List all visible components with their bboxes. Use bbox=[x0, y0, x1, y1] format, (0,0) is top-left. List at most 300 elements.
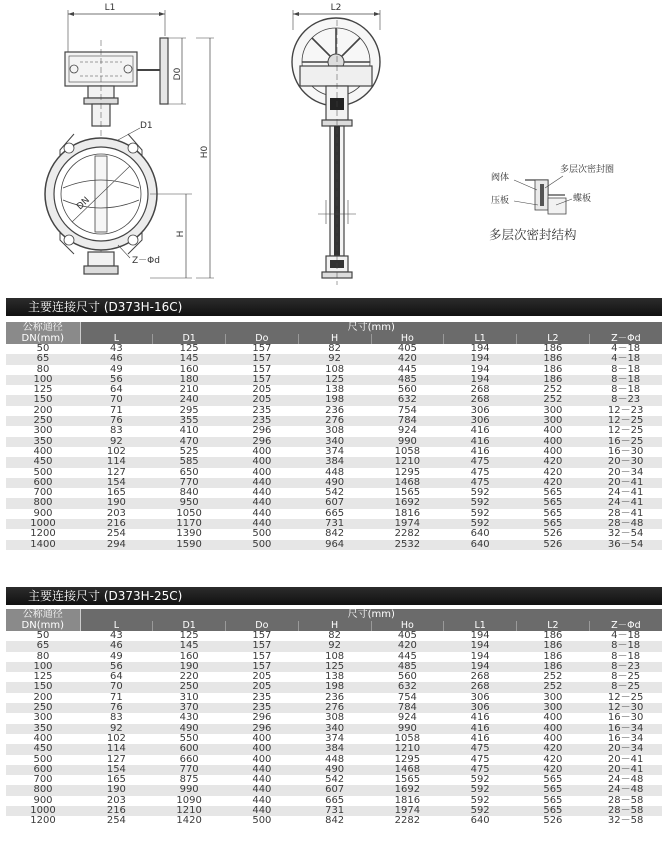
value-cell: 306 bbox=[444, 693, 517, 703]
value-cell: 306 bbox=[444, 406, 517, 416]
dn-cell: 300 bbox=[6, 426, 80, 436]
table-row bbox=[6, 785, 662, 795]
value-cell: 28－48 bbox=[589, 519, 662, 529]
value-cell: 405 bbox=[371, 344, 444, 354]
value-cell: 236 bbox=[298, 406, 371, 416]
value-cell: 400 bbox=[226, 457, 299, 467]
dn-cell: 250 bbox=[6, 416, 80, 426]
value-cell: 542 bbox=[298, 488, 371, 498]
value-cell: 16－34 bbox=[589, 724, 662, 734]
value-cell: 470 bbox=[153, 437, 226, 447]
value-cell: 8－18 bbox=[589, 385, 662, 395]
column-header: Do bbox=[226, 334, 299, 344]
value-cell: 198 bbox=[298, 395, 371, 405]
dn-cell: 900 bbox=[6, 796, 80, 806]
value-cell: 12－23 bbox=[589, 406, 662, 416]
value-cell: 43 bbox=[80, 344, 153, 354]
value-cell: 8－18 bbox=[589, 652, 662, 662]
dn-cell: 450 bbox=[6, 457, 80, 467]
column-header: L2 bbox=[517, 621, 590, 631]
value-cell: 276 bbox=[298, 703, 371, 713]
column-header: L1 bbox=[444, 621, 517, 631]
value-cell: 194 bbox=[444, 652, 517, 662]
value-cell: 1468 bbox=[371, 478, 444, 488]
table-row bbox=[6, 775, 662, 785]
value-cell: 400 bbox=[226, 447, 299, 457]
value-cell: 1692 bbox=[371, 785, 444, 795]
table-row bbox=[6, 509, 662, 519]
value-cell: 384 bbox=[298, 457, 371, 467]
value-cell: 526 bbox=[517, 540, 590, 550]
value-cell: 186 bbox=[517, 365, 590, 375]
value-cell: 276 bbox=[298, 416, 371, 426]
value-cell: 840 bbox=[153, 488, 226, 498]
value-cell: 4－18 bbox=[589, 631, 662, 641]
value-cell: 592 bbox=[444, 488, 517, 498]
value-cell: 731 bbox=[298, 806, 371, 816]
value-cell: 205 bbox=[226, 672, 299, 682]
value-cell: 186 bbox=[517, 375, 590, 385]
table-row bbox=[6, 375, 662, 385]
label-dn: DN bbox=[75, 195, 92, 213]
dn-cell: 100 bbox=[6, 662, 80, 672]
value-cell: 607 bbox=[298, 498, 371, 508]
value-cell: 665 bbox=[298, 509, 371, 519]
table-row bbox=[6, 478, 662, 488]
value-cell: 440 bbox=[226, 498, 299, 508]
value-cell: 420 bbox=[517, 765, 590, 775]
value-cell: 440 bbox=[226, 775, 299, 785]
value-cell: 416 bbox=[444, 724, 517, 734]
value-cell: 157 bbox=[226, 662, 299, 672]
dn-cell: 700 bbox=[6, 775, 80, 785]
value-cell: 32－54 bbox=[589, 529, 662, 539]
value-cell: 24－48 bbox=[589, 775, 662, 785]
value-cell: 294 bbox=[80, 540, 153, 550]
value-cell: 8－18 bbox=[589, 641, 662, 651]
value-cell: 526 bbox=[517, 816, 590, 826]
value-cell: 254 bbox=[80, 816, 153, 826]
value-cell: 430 bbox=[153, 713, 226, 723]
table-row bbox=[6, 713, 662, 723]
value-cell: 8－18 bbox=[589, 375, 662, 385]
value-cell: 1058 bbox=[371, 734, 444, 744]
value-cell: 157 bbox=[226, 375, 299, 385]
value-cell: 448 bbox=[298, 468, 371, 478]
value-cell: 154 bbox=[80, 765, 153, 775]
value-cell: 8－25 bbox=[589, 672, 662, 682]
value-cell: 370 bbox=[153, 703, 226, 713]
value-cell: 585 bbox=[153, 457, 226, 467]
value-cell: 198 bbox=[298, 682, 371, 692]
value-cell: 296 bbox=[226, 724, 299, 734]
value-cell: 607 bbox=[298, 785, 371, 795]
value-cell: 592 bbox=[444, 519, 517, 529]
table-body bbox=[6, 344, 662, 550]
value-cell: 24－48 bbox=[589, 785, 662, 795]
section-title-25c: 主要连接尺寸 (D373H-25C) bbox=[6, 587, 662, 605]
value-cell: 76 bbox=[80, 703, 153, 713]
dn-cell: 600 bbox=[6, 765, 80, 775]
value-cell: 2282 bbox=[371, 529, 444, 539]
column-header: Z－Φd bbox=[589, 621, 662, 631]
value-cell: 205 bbox=[226, 385, 299, 395]
dn-cell: 1000 bbox=[6, 519, 80, 529]
value-cell: 4－18 bbox=[589, 354, 662, 364]
value-cell: 640 bbox=[444, 816, 517, 826]
value-cell: 235 bbox=[226, 416, 299, 426]
value-cell: 475 bbox=[444, 478, 517, 488]
value-cell: 592 bbox=[444, 796, 517, 806]
value-cell: 990 bbox=[153, 785, 226, 795]
value-cell: 157 bbox=[226, 652, 299, 662]
dn-cell: 500 bbox=[6, 468, 80, 478]
dn-cell: 350 bbox=[6, 724, 80, 734]
table-row bbox=[6, 816, 662, 826]
value-cell: 203 bbox=[80, 796, 153, 806]
value-cell: 83 bbox=[80, 713, 153, 723]
value-cell: 127 bbox=[80, 755, 153, 765]
table-row bbox=[6, 457, 662, 467]
value-cell: 731 bbox=[298, 519, 371, 529]
label-l2: L2 bbox=[330, 3, 342, 13]
value-cell: 1295 bbox=[371, 468, 444, 478]
dn-cell: 450 bbox=[6, 744, 80, 754]
value-cell: 440 bbox=[226, 765, 299, 775]
value-cell: 49 bbox=[80, 365, 153, 375]
value-cell: 240 bbox=[153, 395, 226, 405]
value-cell: 4－18 bbox=[589, 344, 662, 354]
value-cell: 990 bbox=[371, 437, 444, 447]
value-cell: 924 bbox=[371, 713, 444, 723]
label-l1: L1 bbox=[104, 3, 116, 13]
value-cell: 16－25 bbox=[589, 437, 662, 447]
column-header: L2 bbox=[517, 334, 590, 344]
column-header: H bbox=[298, 621, 371, 631]
front-view bbox=[45, 10, 214, 278]
table-row bbox=[6, 652, 662, 662]
value-cell: 308 bbox=[298, 713, 371, 723]
table-row bbox=[6, 468, 662, 478]
value-cell: 24－41 bbox=[589, 498, 662, 508]
value-cell: 125 bbox=[153, 631, 226, 641]
value-cell: 1816 bbox=[371, 509, 444, 519]
value-cell: 108 bbox=[298, 365, 371, 375]
value-cell: 1420 bbox=[153, 816, 226, 826]
value-cell: 12－25 bbox=[589, 416, 662, 426]
column-header-row bbox=[6, 334, 662, 344]
column-header-row bbox=[6, 621, 662, 631]
value-cell: 56 bbox=[80, 662, 153, 672]
value-cell: 216 bbox=[80, 519, 153, 529]
column-header: Ho bbox=[371, 621, 444, 631]
table-row bbox=[6, 641, 662, 651]
value-cell: 268 bbox=[444, 682, 517, 692]
value-cell: 186 bbox=[517, 662, 590, 672]
value-cell: 92 bbox=[298, 641, 371, 651]
value-cell: 82 bbox=[298, 631, 371, 641]
value-cell: 355 bbox=[153, 416, 226, 426]
table-row bbox=[6, 682, 662, 692]
value-cell: 400 bbox=[517, 426, 590, 436]
value-cell: 770 bbox=[153, 478, 226, 488]
value-cell: 440 bbox=[226, 785, 299, 795]
value-cell: 448 bbox=[298, 755, 371, 765]
value-cell: 295 bbox=[153, 406, 226, 416]
value-cell: 114 bbox=[80, 744, 153, 754]
value-cell: 445 bbox=[371, 365, 444, 375]
table-row bbox=[6, 395, 662, 405]
value-cell: 1565 bbox=[371, 775, 444, 785]
column-header: L bbox=[80, 621, 153, 631]
dn-header: 公称通径 DN(mm) bbox=[6, 609, 80, 631]
value-cell: 186 bbox=[517, 641, 590, 651]
dn-cell: 1400 bbox=[6, 540, 80, 550]
value-cell: 102 bbox=[80, 447, 153, 457]
value-cell: 374 bbox=[298, 447, 371, 457]
value-cell: 1058 bbox=[371, 447, 444, 457]
value-cell: 1974 bbox=[371, 519, 444, 529]
value-cell: 108 bbox=[298, 652, 371, 662]
value-cell: 20－41 bbox=[589, 478, 662, 488]
value-cell: 665 bbox=[298, 796, 371, 806]
value-cell: 565 bbox=[517, 796, 590, 806]
table-row bbox=[6, 437, 662, 447]
value-cell: 194 bbox=[444, 344, 517, 354]
value-cell: 1210 bbox=[153, 806, 226, 816]
table-row bbox=[6, 703, 662, 713]
value-cell: 475 bbox=[444, 744, 517, 754]
value-cell: 550 bbox=[153, 734, 226, 744]
value-cell: 28－41 bbox=[589, 509, 662, 519]
dn-cell: 800 bbox=[6, 498, 80, 508]
value-cell: 20－30 bbox=[589, 457, 662, 467]
value-cell: 400 bbox=[226, 734, 299, 744]
value-cell: 565 bbox=[517, 509, 590, 519]
table-row bbox=[6, 631, 662, 641]
dn-cell: 400 bbox=[6, 734, 80, 744]
value-cell: 160 bbox=[153, 365, 226, 375]
value-cell: 416 bbox=[444, 447, 517, 457]
value-cell: 400 bbox=[226, 468, 299, 478]
value-cell: 205 bbox=[226, 682, 299, 692]
value-cell: 340 bbox=[298, 724, 371, 734]
value-cell: 43 bbox=[80, 631, 153, 641]
value-cell: 964 bbox=[298, 540, 371, 550]
value-cell: 950 bbox=[153, 498, 226, 508]
value-cell: 157 bbox=[226, 631, 299, 641]
value-cell: 650 bbox=[153, 468, 226, 478]
value-cell: 194 bbox=[444, 631, 517, 641]
value-cell: 252 bbox=[517, 672, 590, 682]
table-row bbox=[6, 796, 662, 806]
value-cell: 500 bbox=[226, 529, 299, 539]
dn-cell: 400 bbox=[6, 447, 80, 457]
value-cell: 300 bbox=[517, 693, 590, 703]
value-cell: 252 bbox=[517, 395, 590, 405]
value-cell: 310 bbox=[153, 693, 226, 703]
dn-cell: 250 bbox=[6, 703, 80, 713]
value-cell: 56 bbox=[80, 375, 153, 385]
value-cell: 71 bbox=[80, 693, 153, 703]
seal-label-ring: 多层次密封圈 bbox=[560, 165, 615, 175]
dn-cell: 200 bbox=[6, 693, 80, 703]
value-cell: 565 bbox=[517, 775, 590, 785]
table-row bbox=[6, 519, 662, 529]
seal-detail bbox=[514, 176, 572, 214]
value-cell: 154 bbox=[80, 478, 153, 488]
value-cell: 308 bbox=[298, 426, 371, 436]
value-cell: 46 bbox=[80, 354, 153, 364]
value-cell: 410 bbox=[153, 426, 226, 436]
value-cell: 76 bbox=[80, 416, 153, 426]
value-cell: 525 bbox=[153, 447, 226, 457]
value-cell: 1210 bbox=[371, 744, 444, 754]
dn-cell: 500 bbox=[6, 755, 80, 765]
table-row bbox=[6, 540, 662, 550]
value-cell: 1816 bbox=[371, 796, 444, 806]
dn-cell: 80 bbox=[6, 652, 80, 662]
value-cell: 565 bbox=[517, 488, 590, 498]
value-cell: 440 bbox=[226, 509, 299, 519]
table-row bbox=[6, 755, 662, 765]
value-cell: 440 bbox=[226, 796, 299, 806]
value-cell: 125 bbox=[153, 344, 226, 354]
value-cell: 194 bbox=[444, 365, 517, 375]
side-view bbox=[292, 10, 380, 285]
column-header: L1 bbox=[444, 334, 517, 344]
dn-cell: 50 bbox=[6, 344, 80, 354]
value-cell: 2532 bbox=[371, 540, 444, 550]
value-cell: 157 bbox=[226, 365, 299, 375]
value-cell: 420 bbox=[517, 478, 590, 488]
value-cell: 220 bbox=[153, 672, 226, 682]
value-cell: 300 bbox=[517, 416, 590, 426]
table-row bbox=[6, 662, 662, 672]
dn-cell: 800 bbox=[6, 785, 80, 795]
value-cell: 1974 bbox=[371, 806, 444, 816]
value-cell: 440 bbox=[226, 519, 299, 529]
table-row bbox=[6, 765, 662, 775]
dn-cell: 150 bbox=[6, 395, 80, 405]
value-cell: 1565 bbox=[371, 488, 444, 498]
value-cell: 254 bbox=[80, 529, 153, 539]
value-cell: 138 bbox=[298, 385, 371, 395]
table-row bbox=[6, 406, 662, 416]
value-cell: 102 bbox=[80, 734, 153, 744]
value-cell: 160 bbox=[153, 652, 226, 662]
value-cell: 1590 bbox=[153, 540, 226, 550]
value-cell: 186 bbox=[517, 652, 590, 662]
value-cell: 1090 bbox=[153, 796, 226, 806]
value-cell: 1390 bbox=[153, 529, 226, 539]
table-row bbox=[6, 734, 662, 744]
value-cell: 405 bbox=[371, 631, 444, 641]
label-h: H bbox=[176, 230, 186, 238]
seal-label-plate: 压板 bbox=[491, 196, 510, 206]
value-cell: 138 bbox=[298, 672, 371, 682]
value-cell: 235 bbox=[226, 406, 299, 416]
dn-cell: 65 bbox=[6, 354, 80, 364]
dn-header: 公称通径 DN(mm) bbox=[6, 322, 80, 344]
value-cell: 300 bbox=[517, 406, 590, 416]
table-row bbox=[6, 529, 662, 539]
label-d1: D1 bbox=[140, 121, 153, 131]
value-cell: 194 bbox=[444, 641, 517, 651]
value-cell: 475 bbox=[444, 765, 517, 775]
value-cell: 71 bbox=[80, 406, 153, 416]
value-cell: 400 bbox=[517, 734, 590, 744]
value-cell: 127 bbox=[80, 468, 153, 478]
value-cell: 190 bbox=[80, 785, 153, 795]
value-cell: 210 bbox=[153, 385, 226, 395]
value-cell: 770 bbox=[153, 765, 226, 775]
value-cell: 203 bbox=[80, 509, 153, 519]
value-cell: 400 bbox=[517, 724, 590, 734]
value-cell: 20－34 bbox=[589, 744, 662, 754]
value-cell: 640 bbox=[444, 540, 517, 550]
value-cell: 600 bbox=[153, 744, 226, 754]
value-cell: 416 bbox=[444, 426, 517, 436]
value-cell: 565 bbox=[517, 498, 590, 508]
value-cell: 592 bbox=[444, 498, 517, 508]
value-cell: 754 bbox=[371, 406, 444, 416]
value-cell: 8－18 bbox=[589, 365, 662, 375]
label-h0: H0 bbox=[200, 145, 210, 159]
value-cell: 300 bbox=[517, 703, 590, 713]
value-cell: 205 bbox=[226, 395, 299, 405]
value-cell: 660 bbox=[153, 755, 226, 765]
value-cell: 2282 bbox=[371, 816, 444, 826]
value-cell: 500 bbox=[226, 540, 299, 550]
value-cell: 8－23 bbox=[589, 395, 662, 405]
table-row bbox=[6, 344, 662, 354]
value-cell: 445 bbox=[371, 652, 444, 662]
value-cell: 500 bbox=[226, 816, 299, 826]
dn-cell: 700 bbox=[6, 488, 80, 498]
value-cell: 592 bbox=[444, 785, 517, 795]
value-cell: 216 bbox=[80, 806, 153, 816]
value-cell: 416 bbox=[444, 713, 517, 723]
value-cell: 420 bbox=[517, 468, 590, 478]
value-cell: 24－41 bbox=[589, 488, 662, 498]
table-row bbox=[6, 385, 662, 395]
label-d0: D0 bbox=[173, 67, 183, 81]
value-cell: 32－58 bbox=[589, 816, 662, 826]
table-row bbox=[6, 416, 662, 426]
value-cell: 190 bbox=[153, 662, 226, 672]
value-cell: 924 bbox=[371, 426, 444, 436]
value-cell: 157 bbox=[226, 354, 299, 364]
value-cell: 592 bbox=[444, 806, 517, 816]
value-cell: 64 bbox=[80, 672, 153, 682]
value-cell: 374 bbox=[298, 734, 371, 744]
value-cell: 236 bbox=[298, 693, 371, 703]
label-zd: Z－Φd bbox=[132, 256, 160, 266]
value-cell: 92 bbox=[80, 724, 153, 734]
value-cell: 28－58 bbox=[589, 806, 662, 816]
value-cell: 784 bbox=[371, 416, 444, 426]
value-cell: 16－34 bbox=[589, 734, 662, 744]
value-cell: 420 bbox=[371, 641, 444, 651]
column-header: Z－Φd bbox=[589, 334, 662, 344]
value-cell: 1210 bbox=[371, 457, 444, 467]
value-cell: 186 bbox=[517, 631, 590, 641]
value-cell: 1468 bbox=[371, 765, 444, 775]
value-cell: 194 bbox=[444, 662, 517, 672]
value-cell: 490 bbox=[298, 478, 371, 488]
value-cell: 440 bbox=[226, 488, 299, 498]
